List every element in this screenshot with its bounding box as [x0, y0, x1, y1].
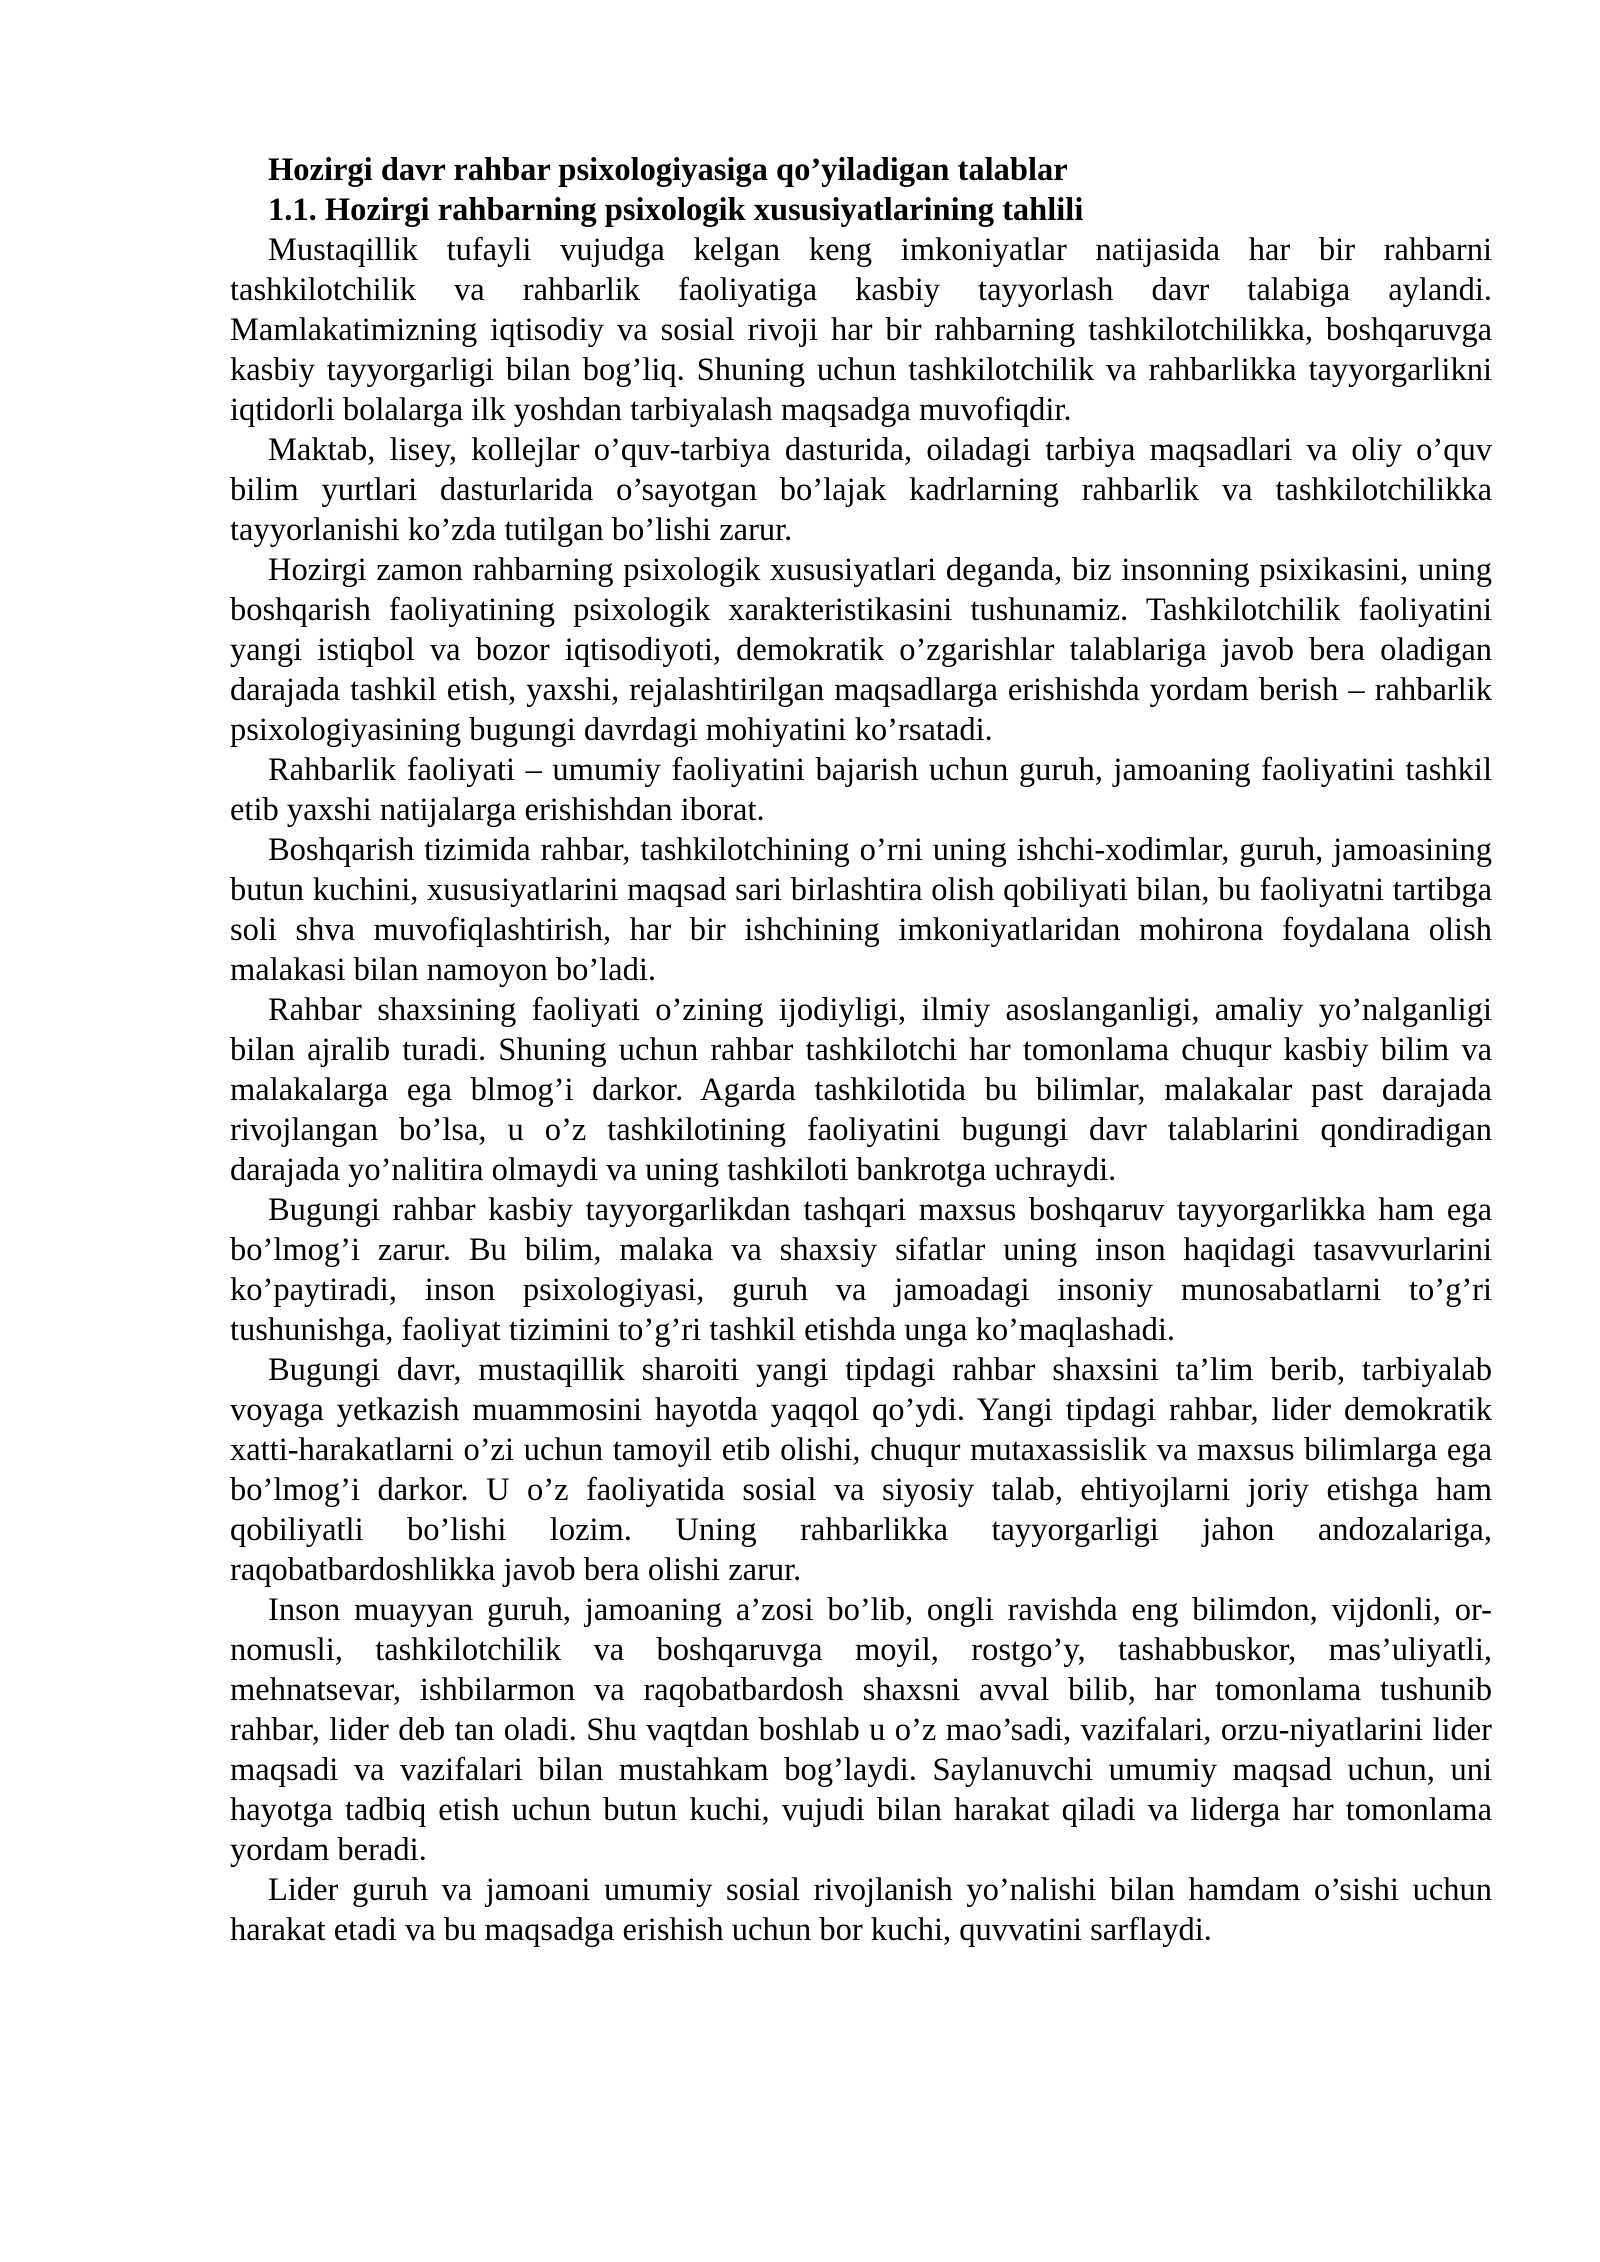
paragraph: Inson muayyan guruh, jamoaning a’zosi bo’lib, ongli ravishda eng bilimdon, vijdonli, or-nomusli, tashkilotchilik va boshqaruvga moyil, rostgo’y, tashabbuskor, mas’uliyatli, mehnatsevar, ishbilarmon va raqobatbardosh shaxsni avval bilib, har tomonlama tushunib rahbar, lider deb tan oladi. Shu vaqtdan boshlab u o’z mao’sadi, vazifalari, orzu-niyatlarini lider maqsadi va vazifalari bilan mustahkam bog’laydi. Saylanuvchi umumiy maqsad uchun, uni hayotga tadbiq etish uchun butun kuchi, vujudi bilan harakat qiladi va liderga har tomonlama yordam beradi.	[230, 1592, 1492, 1868]
document-page	[230, 150, 1492, 2200]
section-heading: 1.1. Hozirgi rahbarning psixologik xususiyatlarining tahlili	[268, 192, 1084, 228]
paragraph: Rahbar shaxsining faoliyati o’zining ijodiyligi, ilmiy asoslanganligi, amaliy yo’nalganligi bilan ajralib turadi. Shuning uchun rahbar tashkilotchi har tomonlama chuqur kasbiy bilim va malakalarga ega blmog’i darkor. Agarda tashkilotida bu bilimlar, malakalar past darajada rivojlangan bo’lsa, u o’z tashkilotining faoliyatini bugungi davr talablarini qondiradigan darajada yo’nalitira olmaydi va uning tashkiloti bankrotga uchraydi.	[230, 992, 1492, 1188]
paragraph: Hozirgi zamon rahbarning psixologik xususiyatlari deganda, biz insonning psixikasini, uning boshqarish faoliyatining psixologik xarakteristikasini tushunamiz. Tashkilotchilik faoliyatini yangi istiqbol va bozor iqtisodiyoti, demokratik o’zgarishlar talablariga javob bera oladigan darajada tashkil etish, yaxshi, rejalashtirilgan maqsadlarga erishishda yordam berish – rahbarlik psixologiyasining bugungi davrdagi mohiyatini ko’rsatadi.	[230, 552, 1492, 748]
paragraph: Lider guruh va jamoani umumiy sosial rivojlanish yo’nalishi bilan hamdam o’sishi uchun harakat etadi va bu maqsadga erishish uchun bor kuchi, quvvatini sarflaydi.	[230, 1872, 1492, 1948]
paragraph: Bugungi davr, mustaqillik sharoiti yangi tipdagi rahbar shaxsini ta’lim berib, tarbiyalab voyaga yetkazish muammosini hayotda yaqqol qo’ydi. Yangi tipdagi rahbar, lider demokratik xatti-harakatlarni o’zi uchun tamoyil etib olishi, chuqur mutaxassislik va maxsus bilimlarga ega bo’lmog’i darkor. U o’z faoliyatida sosial va siyosiy talab, ehtiyojlarni joriy etishga ham qobiliyatli bo’lishi lozim. Uning rahbarlikka tayyorgarligi jahon andozalariga, raqobatbardoshlikka javob bera olishi zarur.	[230, 1352, 1492, 1588]
paragraph: Mustaqillik tufayli vujudga kelgan keng imkoniyatlar natijasida har bir rahbarni tashkilotchilik va rahbarlik faoliyatiga kasbiy tayyorlash davr talabiga aylandi. Mamlakatimizning iqtisodiy va sosial rivoji har bir rahbarning tashkilotchilikka, boshqaruvga kasbiy tayyorgarligi bilan bog’liq. Shuning uchun tashkilotchilik va rahbarlikka tayyorgarlikni iqtidorli bolalarga ilk yoshdan tarbiyalash maqsadga muvofiqdir.	[230, 232, 1492, 428]
paragraph: Rahbarlik faoliyati – umumiy faoliyatini bajarish uchun guruh, jamoaning faoliyatini tashkil etib yaxshi natijalarga erishishdan iborat.	[230, 752, 1492, 828]
paragraph: Maktab, lisey, kollejlar o’quv-tarbiya dasturida, oiladagi tarbiya maqsadlari va oliy o’quv bilim yurtlari dasturlarida o’sayotgan bo’lajak kadrlarning rahbarlik va tashkilotchilikka tayyorlanishi ko’zda tutilgan bo’lishi zarur.	[230, 432, 1492, 548]
paragraph: Bugungi rahbar kasbiy tayyorgarlikdan tashqari maxsus boshqaruv tayyorgarlikka ham ega bo’lmog’i zarur. Bu bilim, malaka va shaxsiy sifatlar uning inson haqidagi tasavvurlarini ko’paytiradi, inson psixologiyasi, guruh va jamoadagi insoniy munosabatlarni to’g’ri tushunishga, faoliyat tizimini to’g’ri tashkil etishda unga ko’maqlashadi.	[230, 1192, 1492, 1348]
document-title: Hozirgi davr rahbar psixologiyasiga qo’yiladigan talablar	[268, 152, 1068, 188]
paragraph: Boshqarish tizimida rahbar, tashkilotchining o’rni uning ishchi-xodimlar, guruh, jamoasining butun kuchini, xususiyatlarini maqsad sari birlashtira olish qobiliyati bilan, bu faoliyatni tartibga soli shva muvofiqlashtirish, har bir ishchining imkoniyatlaridan mohirona foydalana olish malakasi bilan namoyon bo’ladi.	[230, 832, 1492, 988]
